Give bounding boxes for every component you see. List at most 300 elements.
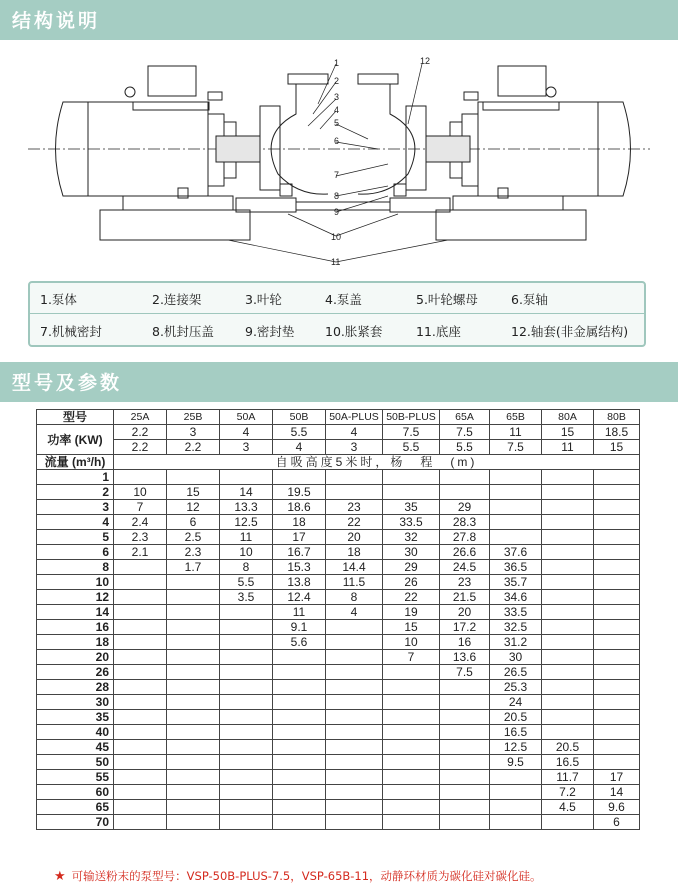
head-cell: [490, 515, 542, 530]
flow-row: [37, 815, 640, 830]
head-cell: [167, 665, 220, 680]
head-cell: 23: [326, 500, 383, 515]
head-cell: 10: [114, 485, 167, 500]
head-cell: [167, 770, 220, 785]
model-cell: 50B: [273, 410, 326, 425]
head-cell: [114, 725, 167, 740]
model-parameter-table: [36, 409, 640, 830]
head-cell: [383, 695, 440, 710]
power-cell: 7.5: [490, 440, 542, 455]
head-cell: 9.6: [594, 800, 640, 815]
head-cell: [220, 785, 273, 800]
section-header-models: [0, 362, 678, 402]
head-cell: 7.5: [440, 665, 490, 680]
head-cell: [114, 740, 167, 755]
head-cell: 14: [220, 485, 273, 500]
head-cell: [542, 485, 594, 500]
head-cell: 36.5: [490, 560, 542, 575]
head-cell: [273, 770, 326, 785]
head-cell: [594, 755, 640, 770]
head-cell: [594, 635, 640, 650]
model-row: [37, 410, 640, 425]
head-cell: [440, 725, 490, 740]
head-cell: [490, 530, 542, 545]
head-cell: [542, 695, 594, 710]
head-cell: [220, 665, 273, 680]
head-cell: 11.5: [326, 575, 383, 590]
head-cell: [383, 755, 440, 770]
legend-item: 6.泵轴: [511, 292, 548, 307]
head-cell: [167, 785, 220, 800]
callout-10: 10: [331, 232, 342, 242]
flow-value: 10: [37, 575, 114, 590]
head-cell: 2.3: [167, 545, 220, 560]
flow-row: [37, 725, 640, 740]
head-cell: [326, 680, 383, 695]
flow-row: [37, 620, 640, 635]
head-cell: [273, 755, 326, 770]
head-cell: 37.6: [490, 545, 542, 560]
head-cell: [542, 545, 594, 560]
head-cell: [167, 620, 220, 635]
head-cell: [273, 680, 326, 695]
flow-row: [37, 695, 640, 710]
head-cell: 2.1: [114, 545, 167, 560]
head-cell: [440, 680, 490, 695]
head-cell: 20: [326, 530, 383, 545]
head-cell: [594, 710, 640, 725]
head-cell: [114, 785, 167, 800]
head-cell: 35: [383, 500, 440, 515]
head-cell: 11.7: [542, 770, 594, 785]
head-cell: 17.2: [440, 620, 490, 635]
head-cell: [440, 785, 490, 800]
head-cell: [542, 500, 594, 515]
head-cell: [220, 740, 273, 755]
head-cell: [114, 650, 167, 665]
head-cell: [220, 680, 273, 695]
head-cell: 30: [490, 650, 542, 665]
head-cell: 17: [273, 530, 326, 545]
head-cell: [594, 695, 640, 710]
head-cell: [594, 680, 640, 695]
flow-row: [37, 635, 640, 650]
head-cell: [542, 815, 594, 830]
head-cell: [326, 770, 383, 785]
callout-6: 6: [334, 136, 340, 146]
head-cell: 26.6: [440, 545, 490, 560]
head-cell: [114, 695, 167, 710]
head-cell: 18: [326, 545, 383, 560]
star-icon: ★: [54, 869, 66, 884]
head-cell: 24: [490, 695, 542, 710]
legend-divider: [30, 313, 644, 314]
head-cell: 5.6: [273, 635, 326, 650]
head-note: 自吸高度5米时，杨 程 (m): [114, 455, 640, 470]
head-cell: [114, 560, 167, 575]
head-cell: 7: [114, 500, 167, 515]
model-cell: 50A: [220, 410, 273, 425]
flow-row: [37, 650, 640, 665]
power-cell: 3: [326, 440, 383, 455]
flow-value: 55: [37, 770, 114, 785]
flow-value: 18: [37, 635, 114, 650]
power-cell: 15: [542, 425, 594, 440]
head-cell: 16.5: [490, 725, 542, 740]
head-cell: [326, 665, 383, 680]
head-cell: 12: [167, 500, 220, 515]
flow-row: [37, 770, 640, 785]
flow-value: 3: [37, 500, 114, 515]
power-cell: 15: [594, 440, 640, 455]
head-cell: [383, 785, 440, 800]
head-cell: [490, 485, 542, 500]
model-cell: 50B-PLUS: [383, 410, 440, 425]
head-cell: [220, 635, 273, 650]
head-cell: [383, 470, 440, 485]
head-cell: [383, 680, 440, 695]
model-cell: 25B: [167, 410, 220, 425]
head-cell: 25.3: [490, 680, 542, 695]
power-cell: 2.2: [167, 440, 220, 455]
head-cell: [542, 575, 594, 590]
legend-item: 8.机封压盖: [152, 324, 214, 339]
callout-12: 12: [420, 56, 431, 66]
legend-item: 3.叶轮: [245, 292, 282, 307]
head-cell: [326, 740, 383, 755]
flow-value: 2: [37, 485, 114, 500]
head-cell: [440, 755, 490, 770]
flow-value: 50: [37, 755, 114, 770]
head-cell: [220, 605, 273, 620]
head-cell: [326, 725, 383, 740]
head-cell: 29: [440, 500, 490, 515]
power-cell: 18.5: [594, 425, 640, 440]
power-row: [37, 440, 640, 455]
head-cell: [167, 650, 220, 665]
head-cell: 5.5: [220, 575, 273, 590]
head-cell: [326, 695, 383, 710]
head-cell: 10: [383, 635, 440, 650]
legend-item: 9.密封垫: [245, 324, 295, 339]
flow-row: [37, 530, 640, 545]
head-cell: [594, 740, 640, 755]
callout-8: 8: [334, 191, 340, 201]
power-row: [37, 425, 640, 440]
head-cell: [114, 635, 167, 650]
head-cell: 10: [220, 545, 273, 560]
head-cell: [220, 650, 273, 665]
head-cell: [167, 605, 220, 620]
head-cell: [114, 665, 167, 680]
head-cell: 17: [594, 770, 640, 785]
head-cell: 21.5: [440, 590, 490, 605]
head-cell: [594, 500, 640, 515]
head-cell: [273, 785, 326, 800]
head-cell: [542, 635, 594, 650]
head-cell: [220, 695, 273, 710]
head-cell: [490, 785, 542, 800]
model-cell: 65A: [440, 410, 490, 425]
power-cell: 5.5: [440, 440, 490, 455]
flow-value: 5: [37, 530, 114, 545]
head-cell: 26.5: [490, 665, 542, 680]
flow-row: [37, 800, 640, 815]
flow-row: [37, 665, 640, 680]
power-cell: 7.5: [440, 425, 490, 440]
head-cell: [383, 725, 440, 740]
head-cell: [490, 800, 542, 815]
head-cell: 19.5: [273, 485, 326, 500]
head-cell: 29: [383, 560, 440, 575]
power-cell: 4: [326, 425, 383, 440]
head-cell: 11: [273, 605, 326, 620]
flow-row: [37, 755, 640, 770]
callout-3: 3: [334, 92, 340, 102]
head-cell: 13.6: [440, 650, 490, 665]
section-header-structure: [0, 0, 678, 40]
head-cell: [273, 800, 326, 815]
section-title: 结构说明: [12, 10, 101, 32]
head-cell: 16.7: [273, 545, 326, 560]
head-cell: [326, 710, 383, 725]
head-cell: 22: [326, 515, 383, 530]
head-cell: [542, 530, 594, 545]
flow-row: [37, 575, 640, 590]
head-cell: [383, 665, 440, 680]
head-cell: [167, 755, 220, 770]
head-cell: [594, 485, 640, 500]
head-cell: 12.5: [220, 515, 273, 530]
head-cell: 2.3: [114, 530, 167, 545]
head-cell: [220, 710, 273, 725]
head-cell: 13.8: [273, 575, 326, 590]
head-cell: [440, 800, 490, 815]
flow-value: 35: [37, 710, 114, 725]
head-cell: [542, 590, 594, 605]
head-cell: [273, 695, 326, 710]
flow-row: [37, 500, 640, 515]
flow-value: 6: [37, 545, 114, 560]
head-cell: [114, 590, 167, 605]
head-cell: [273, 725, 326, 740]
head-cell: [594, 665, 640, 680]
head-cell: [594, 620, 640, 635]
head-cell: [167, 695, 220, 710]
power-cell: 4: [220, 425, 273, 440]
power-cell: 4: [273, 440, 326, 455]
power-cell: 2.2: [114, 440, 167, 455]
head-cell: [114, 755, 167, 770]
flow-row: [37, 560, 640, 575]
head-cell: [114, 680, 167, 695]
power-cell: 11: [542, 440, 594, 455]
head-cell: [326, 620, 383, 635]
callout-4: 4: [334, 105, 340, 115]
head-cell: 26: [383, 575, 440, 590]
head-cell: [490, 500, 542, 515]
legend-item: 1.泵体: [40, 292, 77, 307]
flow-label: 流量 (m³/h): [37, 455, 114, 470]
head-cell: 4: [326, 605, 383, 620]
head-cell: [594, 575, 640, 590]
power-cell: 7.5: [383, 425, 440, 440]
head-cell: 13.3: [220, 500, 273, 515]
head-cell: [383, 800, 440, 815]
head-cell: [220, 815, 273, 830]
flow-value: 8: [37, 560, 114, 575]
head-cell: [114, 470, 167, 485]
head-cell: [114, 770, 167, 785]
head-cell: [326, 785, 383, 800]
head-cell: [594, 515, 640, 530]
head-cell: 6: [167, 515, 220, 530]
head-cell: [440, 695, 490, 710]
head-cell: [220, 770, 273, 785]
head-cell: 15.3: [273, 560, 326, 575]
head-cell: [594, 530, 640, 545]
callout-1: 1: [334, 58, 340, 68]
flow-value: 1: [37, 470, 114, 485]
head-cell: [440, 815, 490, 830]
footnote: [54, 868, 542, 884]
head-cell: 8: [220, 560, 273, 575]
flow-row: [37, 680, 640, 695]
callout-2: 2: [334, 76, 340, 86]
head-cell: [383, 770, 440, 785]
head-cell: 16: [440, 635, 490, 650]
head-cell: 12.4: [273, 590, 326, 605]
head-cell: [542, 650, 594, 665]
model-cell: 65B: [490, 410, 542, 425]
head-cell: [594, 590, 640, 605]
flow-value: 28: [37, 680, 114, 695]
head-cell: 2.4: [114, 515, 167, 530]
head-cell: 16.5: [542, 755, 594, 770]
head-cell: [167, 800, 220, 815]
model-cell: 80B: [594, 410, 640, 425]
head-cell: 27.8: [440, 530, 490, 545]
legend-item: 4.泵盖: [325, 292, 362, 307]
head-cell: [220, 725, 273, 740]
flow-row: [37, 710, 640, 725]
head-cell: [383, 740, 440, 755]
head-cell: 28.3: [440, 515, 490, 530]
head-cell: [542, 470, 594, 485]
flow-row: [37, 740, 640, 755]
model-cell: 25A: [114, 410, 167, 425]
head-cell: [220, 470, 273, 485]
head-cell: 33.5: [383, 515, 440, 530]
flow-value: 30: [37, 695, 114, 710]
head-cell: 30: [383, 545, 440, 560]
footnote-text: 可输送粉末的泵型号：VSP-50B-PLUS-7.5，VSP-65B-11，动静环材质为碳化硅对碳化硅。: [71, 869, 542, 883]
head-cell: [594, 545, 640, 560]
head-cell: [542, 620, 594, 635]
flow-value: 14: [37, 605, 114, 620]
head-cell: 6: [594, 815, 640, 830]
head-cell: [542, 560, 594, 575]
flow-value: 12: [37, 590, 114, 605]
head-cell: [273, 470, 326, 485]
head-cell: 31.2: [490, 635, 542, 650]
head-cell: 7.2: [542, 785, 594, 800]
head-cell: [594, 605, 640, 620]
head-cell: [273, 650, 326, 665]
flow-value: 20: [37, 650, 114, 665]
flow-row: [37, 485, 640, 500]
head-cell: 20: [440, 605, 490, 620]
flow-row: [37, 590, 640, 605]
legend-item: 12.轴套(非金属结构): [511, 324, 629, 339]
head-cell: [383, 815, 440, 830]
head-cell: 12.5: [490, 740, 542, 755]
head-cell: 14.4: [326, 560, 383, 575]
head-cell: 15: [167, 485, 220, 500]
head-cell: 7: [383, 650, 440, 665]
head-cell: [542, 710, 594, 725]
head-cell: [114, 800, 167, 815]
power-cell: 2.2: [114, 425, 167, 440]
flow-value: 40: [37, 725, 114, 740]
head-cell: [326, 800, 383, 815]
head-cell: 1.7: [167, 560, 220, 575]
head-cell: 20.5: [542, 740, 594, 755]
model-cell: 80A: [542, 410, 594, 425]
head-cell: 32: [383, 530, 440, 545]
head-cell: 8: [326, 590, 383, 605]
callout-9: 9: [334, 207, 340, 217]
head-cell: [167, 635, 220, 650]
head-cell: [114, 620, 167, 635]
head-cell: [326, 650, 383, 665]
head-cell: [490, 815, 542, 830]
head-cell: [220, 620, 273, 635]
head-cell: [167, 680, 220, 695]
head-cell: 18.6: [273, 500, 326, 515]
head-cell: 35.7: [490, 575, 542, 590]
legend-item: 2.连接架: [152, 292, 202, 307]
power-cell: 11: [490, 425, 542, 440]
head-cell: 22: [383, 590, 440, 605]
flow-value: 26: [37, 665, 114, 680]
head-cell: [167, 815, 220, 830]
flow-row: [37, 605, 640, 620]
model-label: 型号: [37, 410, 114, 425]
head-cell: [167, 575, 220, 590]
head-cell: [114, 605, 167, 620]
head-cell: [273, 665, 326, 680]
head-cell: 15: [383, 620, 440, 635]
head-cell: [167, 740, 220, 755]
head-cell: 34.6: [490, 590, 542, 605]
head-cell: [594, 470, 640, 485]
flow-value: 16: [37, 620, 114, 635]
power-label: 功率 (KW): [37, 425, 114, 455]
flow-row: [37, 545, 640, 560]
legend-item: 11.底座: [416, 324, 461, 339]
head-cell: 14: [594, 785, 640, 800]
flow-value: 60: [37, 785, 114, 800]
head-cell: [542, 605, 594, 620]
head-cell: [167, 470, 220, 485]
flow-value: 4: [37, 515, 114, 530]
head-cell: 23: [440, 575, 490, 590]
head-cell: 9.5: [490, 755, 542, 770]
head-cell: [383, 485, 440, 500]
head-cell: 3.5: [220, 590, 273, 605]
head-cell: [114, 575, 167, 590]
